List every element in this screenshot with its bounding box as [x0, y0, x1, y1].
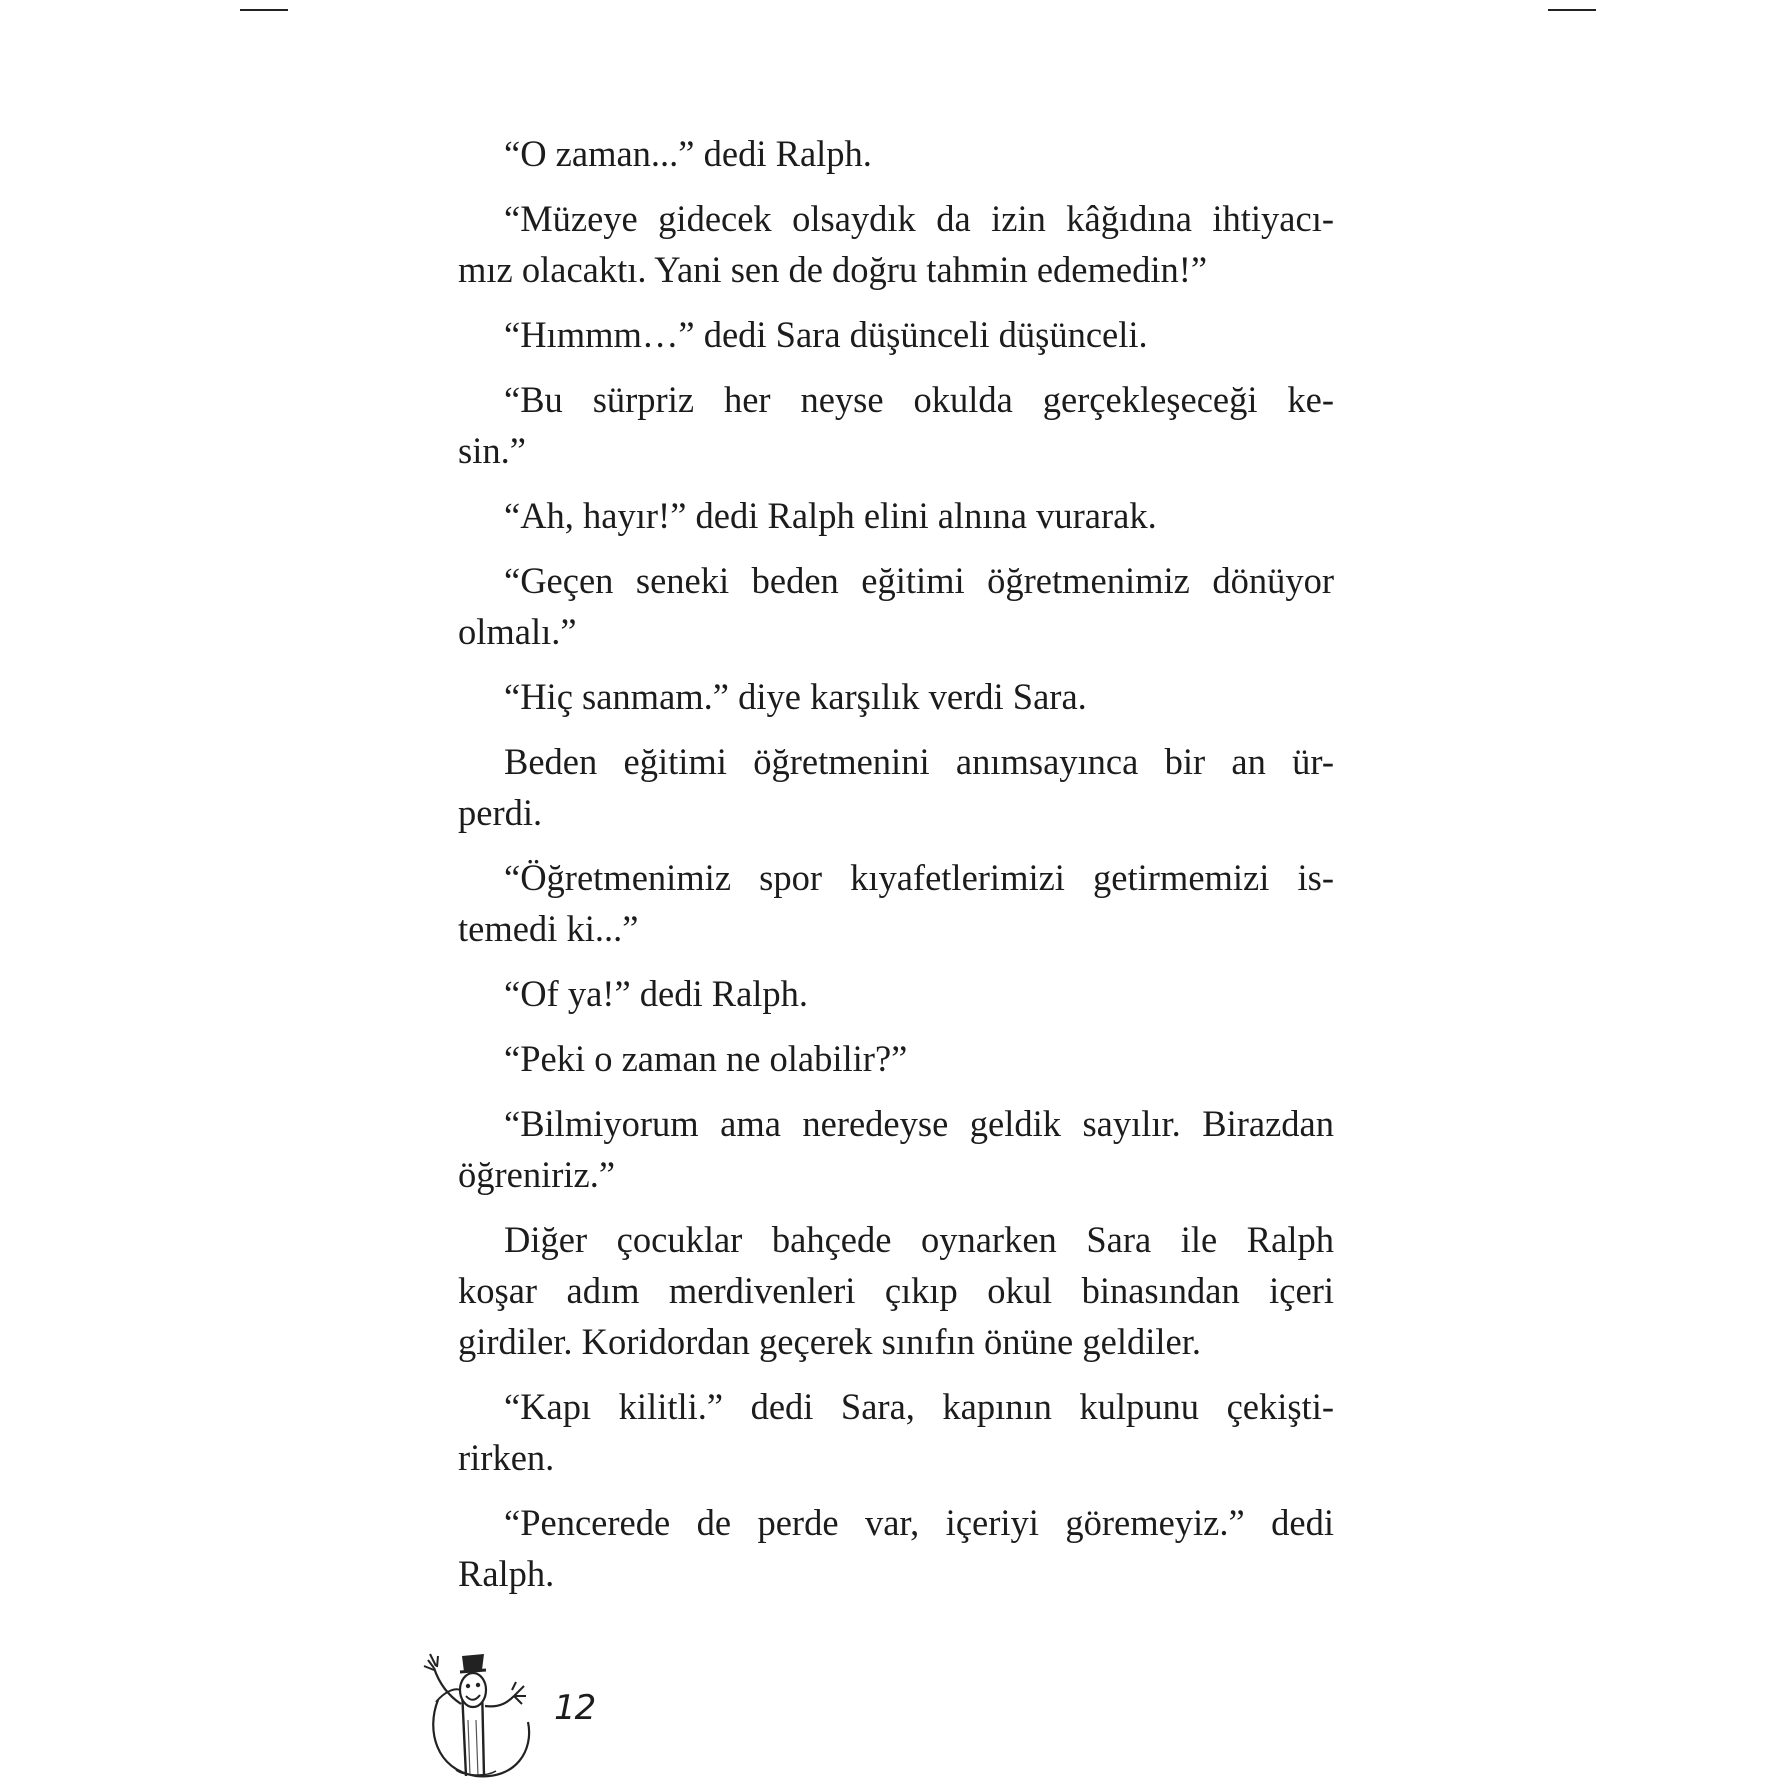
- text-line: “O zaman...” dedi Ralph.: [504, 133, 872, 174]
- page-footer: [416, 1630, 616, 1780]
- paragraph: [458, 128, 1334, 179]
- crop-mark-left: [240, 9, 288, 11]
- text-line: Diğer çocuklar bahçede oynarken Sara ile Ralph: [504, 1219, 1334, 1260]
- text-line: temedi ki...”: [458, 908, 639, 949]
- text-line: “Kapı kilitli.” dedi Sara, kapının kulpunu çekişti-: [504, 1386, 1334, 1427]
- text-line: “Hiç sanmam.” diye karşılık verdi Sara.: [504, 676, 1087, 717]
- text-line: öğreniriz.”: [458, 1154, 616, 1195]
- paragraph: [458, 736, 1334, 838]
- text-line: “Bu sürpriz her neyse okulda gerçekleşeceği ke-: [504, 379, 1334, 420]
- text-line: olmalı.”: [458, 611, 577, 652]
- paragraph: [458, 1033, 1334, 1084]
- text-line: “Bilmiyorum ama neredeyse geldik sayılır. Birazdan: [504, 1103, 1334, 1144]
- text-line: “Öğretmenimiz spor kıyafetlerimizi getirmemizi is-: [504, 857, 1334, 898]
- paragraph: [458, 1214, 1334, 1367]
- paragraph: [458, 852, 1334, 954]
- paragraph: [458, 671, 1334, 722]
- text-line: girdiler. Koridordan geçerek sınıfın önüne geldiler.: [458, 1321, 1201, 1362]
- paragraph: [458, 1098, 1334, 1200]
- text-line: sin.”: [458, 430, 526, 471]
- paragraph: [458, 309, 1334, 360]
- pencil-character-icon: [416, 1630, 546, 1780]
- text-line: koşar adım merdivenleri çıkıp okul binasından içeri: [458, 1270, 1334, 1311]
- text-line: “Hımmm…” dedi Sara düşünceli düşünceli.: [504, 314, 1148, 355]
- text-line: rirken.: [458, 1437, 555, 1478]
- paragraph: [458, 555, 1334, 657]
- paragraph: [458, 968, 1334, 1019]
- body-text: [458, 128, 1334, 1613]
- crop-mark-right: [1548, 9, 1596, 11]
- text-line: mız olacaktı. Yani sen de doğru tahmin edemedin!”: [458, 249, 1208, 290]
- text-line: “Pencerede de perde var, içeriyi göremeyiz.” dedi: [504, 1502, 1334, 1543]
- paragraph: [458, 374, 1334, 476]
- text-line: “Müzeye gidecek olsaydık da izin kâğıdına ihtiyacı-: [504, 198, 1334, 239]
- text-line: “Geçen seneki beden eğitimi öğretmenimiz dönüyor: [504, 560, 1334, 601]
- text-line: “Peki o zaman ne olabilir?”: [504, 1038, 908, 1079]
- paragraph: [458, 1497, 1334, 1599]
- page-number: 12: [554, 1688, 596, 1728]
- paragraph: [458, 490, 1334, 541]
- paragraph: [458, 193, 1334, 295]
- paragraph: [458, 1381, 1334, 1483]
- text-line: “Of ya!” dedi Ralph.: [504, 973, 809, 1014]
- text-line: “Ah, hayır!” dedi Ralph elini alnına vurarak.: [504, 495, 1157, 536]
- text-line: perdi.: [458, 792, 543, 833]
- text-line: Ralph.: [458, 1553, 555, 1594]
- text-line: Beden eğitimi öğretmenini anımsayınca bir an ür-: [504, 741, 1334, 782]
